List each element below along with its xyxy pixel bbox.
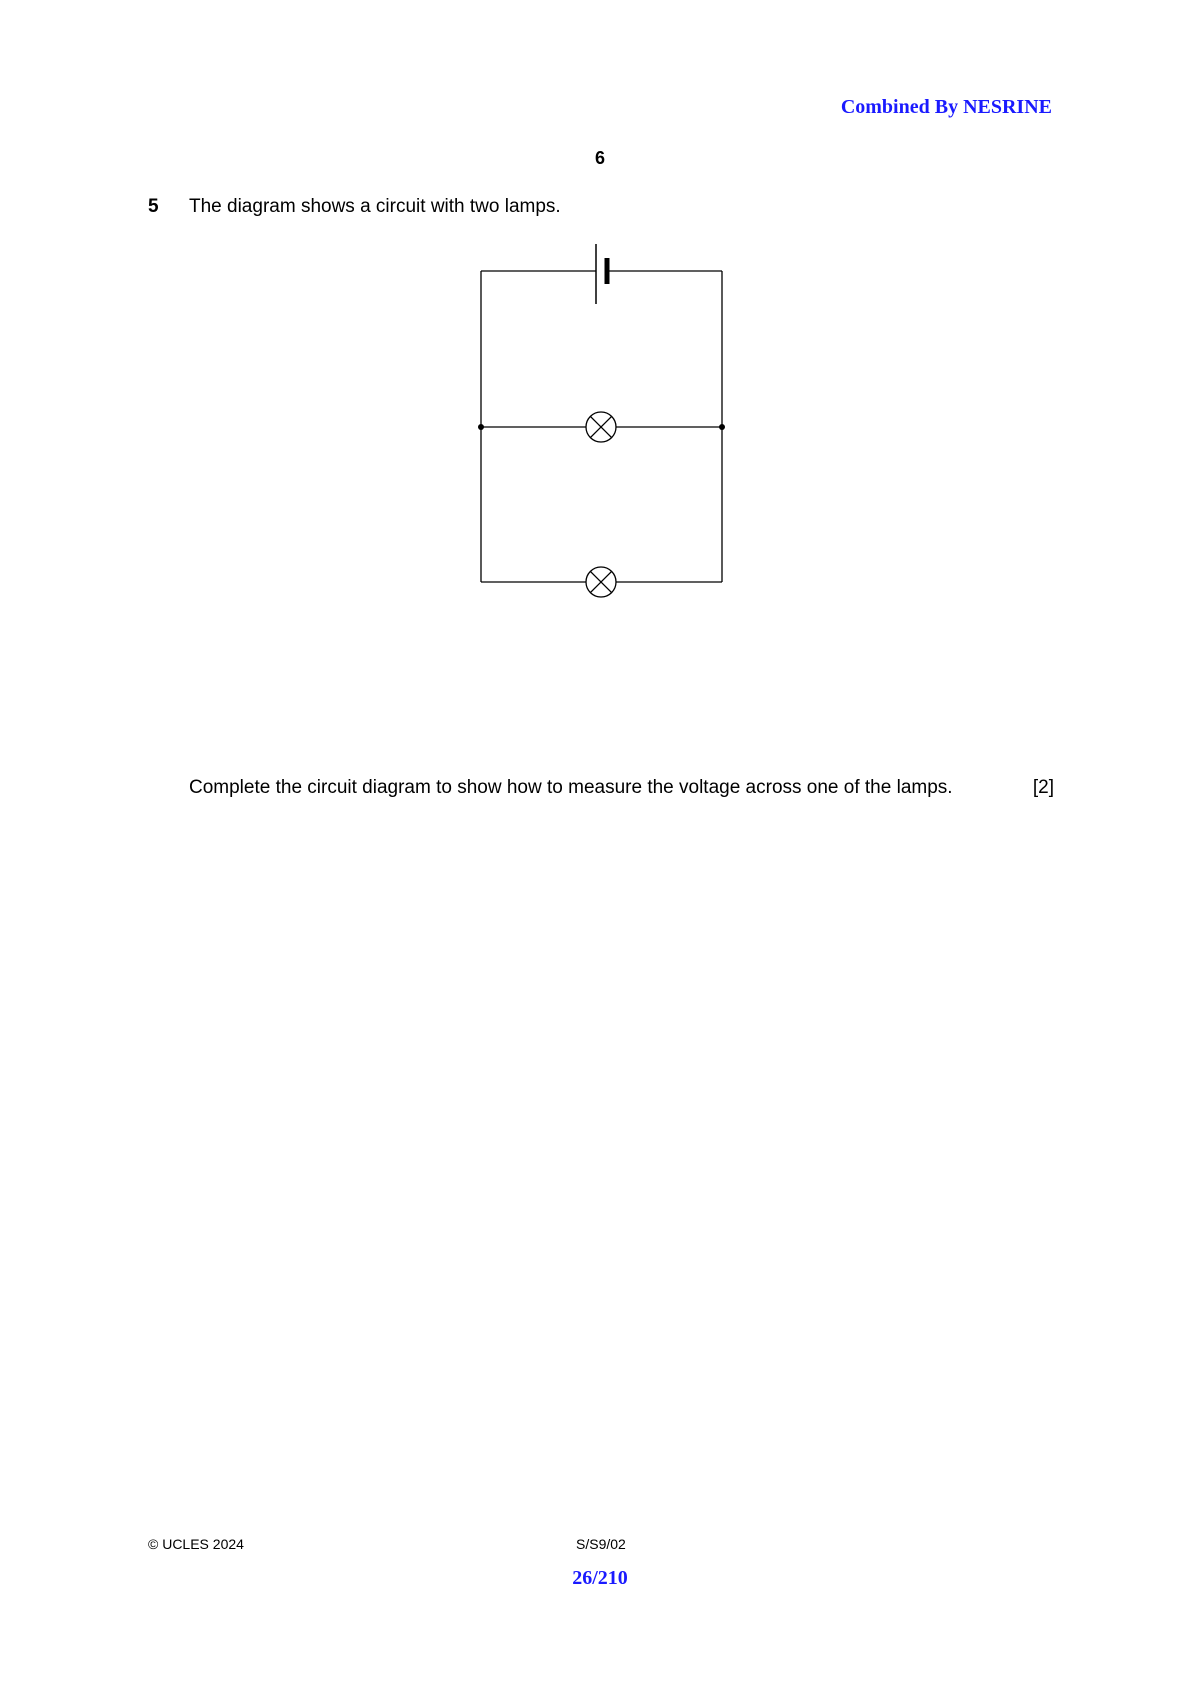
marks: [2] [1032, 777, 1054, 798]
footer-page-count: 26/210 [572, 1567, 628, 1589]
footer-copyright: © UCLES 2024 [148, 1536, 244, 1552]
lamp-2-symbol [586, 567, 616, 597]
circuit-diagram [0, 0, 1200, 620]
page-number: 6 [594, 148, 605, 168]
junction-right [719, 424, 725, 430]
junction-left [478, 424, 484, 430]
footer-code: S/S9/02 [576, 1536, 626, 1552]
cell-symbol [596, 244, 607, 304]
header-credit: Combined By NESRINE [840, 96, 1052, 118]
question-instruction: Complete the circuit diagram to show how to measure the voltage across one of the lamps. [189, 777, 953, 798]
question-number: 5 [148, 196, 159, 217]
question-text: The diagram shows a circuit with two lamps. [189, 196, 561, 217]
lamp-1-symbol [586, 412, 616, 442]
